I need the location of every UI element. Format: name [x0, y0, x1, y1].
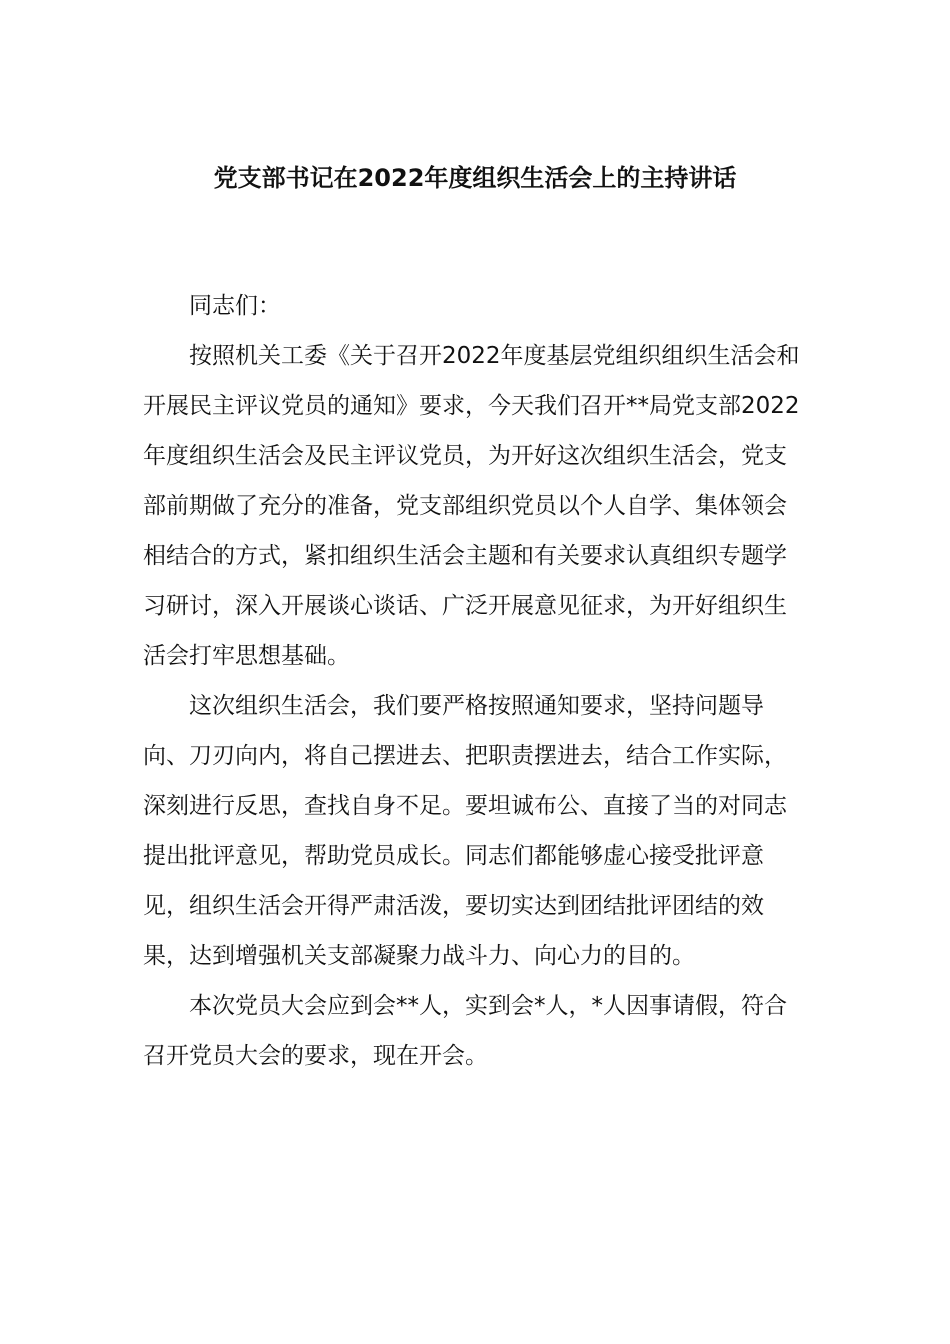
- document-body: [143, 281, 808, 1081]
- document-title: 党支部书记在2022年度组织生活会上的主持讲话: [213, 164, 737, 192]
- paragraph-1: 按照机关工委《关于召开2022年度基层党组织组织生活会和开展民主评议党员的通知》要求，今天我们召开**局党支部2022年度组织生活会及民主评议党员，为开好这次组织生活会，党支部前期做了充分的准备，党支部组织党员以个人自学、集体领会相结合的方式，紧扣组织生活会主题和有关要求认真组织专题学习研讨，深入开展谈心谈话、广泛开展意见征求，为开好组织生活会打牢思想基础。: [143, 343, 800, 669]
- paragraph-2: 这次组织生活会，我们要严格按照通知要求，坚持问题导向、刀刃向内，将自己摆进去、把职责摆进去，结合工作实际，深刻进行反思，查找自身不足。要坦诚布公、直接了当的对同志提出批评意见，帮助党员成长。同志们都能够虚心接受批评意见，组织生活会开得严肃活泼，要切实达到团结批评团结的效果，达到增强机关支部凝聚力战斗力、向心力的目的。: [143, 693, 787, 969]
- salutation: 同志们：: [189, 293, 281, 319]
- paragraph-3: 本次党员大会应到会**人，实到会*人，*人因事请假，符合召开党员大会的要求，现在开会。: [143, 993, 787, 1069]
